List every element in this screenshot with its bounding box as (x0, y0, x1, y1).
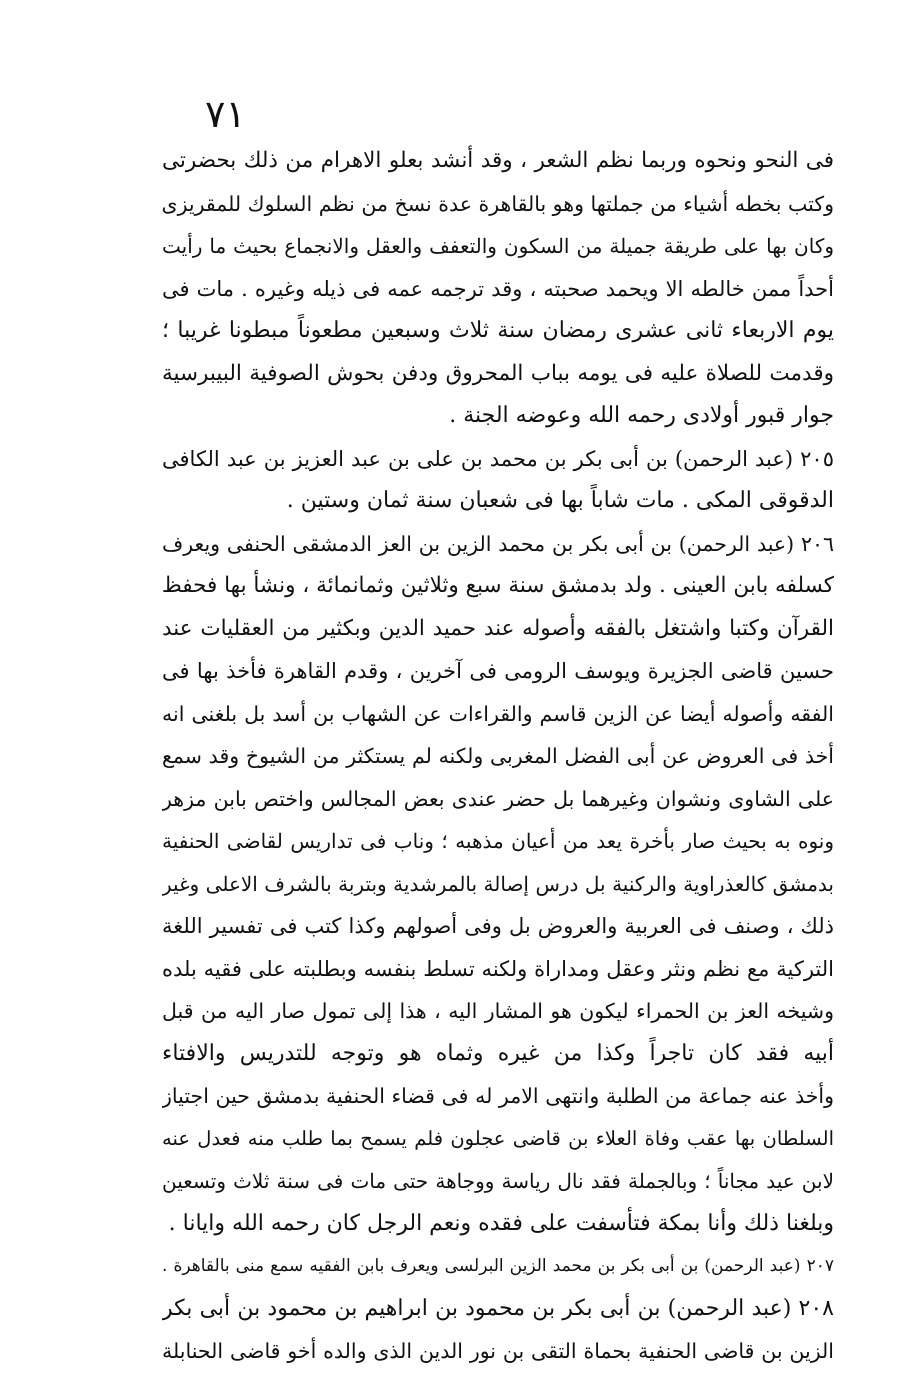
text-line: وأخذ عنه جماعة من الطلبة وانتهى الامر له فى قضاء الحنفية بدمشق حين اجتياز (162, 1084, 834, 1108)
text-line: بدمشق كالعذراوية والركنية بل درس إصالة بالمرشدية وبتربة بالشرف الاعلى وغير (162, 871, 834, 896)
text-line: على الشاوى ونشوان وغيرهما بل حضر عندى بعض المجالس واختص بابن مزهر (162, 786, 834, 811)
text-line: حسين قاضى الجزيرة ويوسف الرومى فى آخرين ، وقدم القاهرة فأخذ بها فى (162, 659, 834, 683)
text-line: الفقه وأصوله أيضا عن الزين قاسم والقراءات عن الشهاب بن أسد بل بلغنى انه (162, 701, 834, 726)
body-text (162, 140, 834, 1373)
text-line: وبلغنا ذلك وأنا بمكة فتأسفت على فقده ونعم الرجل كان رحمه الله وايانا . (168, 1210, 834, 1236)
text-line: فى النحو ونحوه وربما نظم الشعر ، وقد أنشد بعلو الاهرام من ذلك بحضرتى (162, 148, 834, 173)
text-line: الزين بن قاضى الحنفية بحماة التقى بن نور الدين الذى والده أخو قاضى الحنابلة (162, 1339, 834, 1363)
text-line: وكتب بخطه أشياء من جملتها وهو بالقاهرة عدة نسخ من نظم السلوك للمقريزى (162, 191, 834, 216)
entry-208-line: ٢٠٨ (عبد الرحمن) بن أبى بكر بن محمود بن ابراهيم بن محمود بن أبى بكر (162, 1295, 834, 1321)
entry-207-line: ٢٠٧ (عبد الرحمن) بن أبى بكر بن محمد الزين البرلسى ويعرف بابن الفقيه سمع منى بالقاهرة . (162, 1256, 834, 1276)
text-line: وقدمت للصلاة عليه فى يومه بباب المحروق ودفن بحوش الصوفية البيبرسية (162, 360, 834, 386)
page-number: ٧١ (205, 92, 246, 136)
text-line: الدقوقى المكى . مات شاباً بها فى شعبان سنة ثمان وستين . (286, 488, 834, 513)
text-line: ونوه به بحيث صار بأخرة يعد من أعيان مذهبه ؛ وناب فى تداريس لقاضى الحنفية (162, 829, 834, 853)
text-line: التركية مع نظم ونثر وعقل ومداراة ولكنه تسلط بنفسه وبطلبته على فقيه بلده (162, 956, 834, 981)
text-line: لابن عيد مجاناً ؛ وبالجملة فقد نال رياسة ووجاهة حتى مات فى سنة ثلاث وتسعين (162, 1169, 834, 1193)
entry-205-line: ٢٠٥ (عبد الرحمن) بن أبى بكر بن محمد بن على بن عبد العزيز بن عبد الكافى (162, 446, 834, 471)
text-line: القرآن وكتبا واشتغل بالفقه وأصوله عند حميد الدين وبكثير من العقليات عند (162, 615, 834, 641)
text-line: أحداً ممن خالطه الا ويحمد صحبته ، وقد ترجمه عمه فى ذيله وغيره . مات فى (162, 276, 834, 301)
entry-206-line: ٢٠٦ (عبد الرحمن) بن أبى بكر بن محمد الزين بن العز الدمشقى الحنفى ويعرف (162, 531, 834, 556)
text-line: وكان بها على طريقة جميلة من السكون والتعفف والعقل والانجماع بحيث ما رأيت (162, 234, 834, 258)
text-line: السلطان بها عقب وفاة العلاء بن قاضى عجلون فلم يسمح بما طلب منه فعدل عنه (162, 1126, 834, 1150)
text-line: كسلفه بابن العينى . ولد بدمشق سنة سبع وثلاثين وثمانمائة ، ونشأ بها فحفظ (162, 573, 834, 598)
text-line: وشيخه العز بن الحمراء ليكون هو المشار اليه ، هذا إلى تمول صار اليه من قبل (162, 999, 834, 1023)
text-line: أخذ فى العروض عن أبى الفضل المغربى ولكنه لم يستكثر من الشيوخ وقد سمع (162, 744, 834, 768)
text-line: أبيه فقد كان تاجراً وكذا من غيره وثماه هو وتوجه للتدريس والافتاء (162, 1040, 834, 1066)
text-line: جوار قبور أولادى رحمه الله وعوضه الجنة . (449, 403, 834, 428)
text-line: يوم الاربعاء ثانى عشرى رمضان سنة ثلاث وسبعين مطعوناً مبطونا غريبا ؛ (162, 318, 834, 343)
text-line: ذلك ، وصنف فى العربية والعروض بل وفى أصولهم وكذا كتب فى تفسير اللغة (162, 914, 834, 938)
